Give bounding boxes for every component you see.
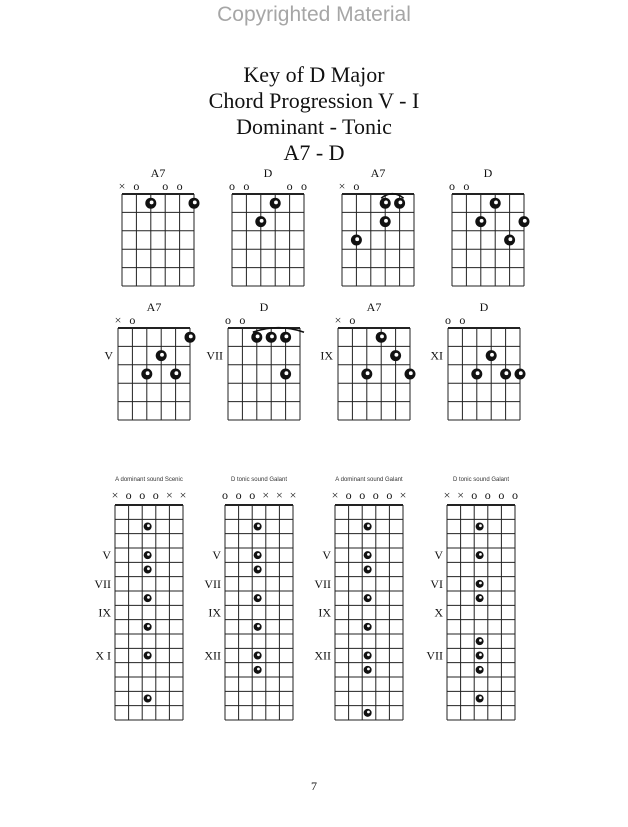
finger-dot-shine	[174, 371, 178, 375]
finger-dot-shine	[494, 200, 498, 204]
neck-diagram-3	[314, 477, 406, 720]
note-dot-shine	[479, 653, 482, 656]
finger-dot-shine	[476, 371, 480, 375]
position-label: V	[102, 548, 111, 563]
chord-open-mark: o	[243, 179, 250, 193]
position-label: IX	[98, 605, 111, 620]
neck-open-mark: o	[359, 488, 366, 502]
finger-dot-shine	[398, 200, 402, 204]
chord-open-mark: o	[176, 179, 183, 193]
chord-diagram-row2-1	[104, 300, 195, 420]
chord-name: A7	[370, 166, 386, 180]
note-dot-shine	[257, 524, 260, 527]
note-dot-shine	[367, 668, 370, 671]
chord-muted-mark: ×	[118, 179, 126, 193]
chord-open-mark: o	[353, 179, 360, 193]
neck-diagram-2	[204, 477, 296, 720]
note-dot-shine	[147, 524, 150, 527]
finger-dot-shine	[256, 334, 260, 338]
neck-muted-mark: ×	[399, 488, 407, 502]
note-dot-shine	[367, 553, 370, 556]
neck-caption: D tonic sound Galant	[452, 477, 510, 483]
neck-muted-mark: ×	[457, 488, 464, 502]
page-number: 7	[311, 779, 317, 793]
note-dot-shine	[147, 553, 150, 556]
chord-open-mark: o	[162, 179, 169, 193]
chord-name: D	[483, 166, 493, 180]
finger-dot-shine	[146, 371, 150, 375]
finger-dot-shine	[260, 219, 264, 223]
neck-open-mark: o	[471, 488, 478, 502]
neck-caption: D tonic sound Galant	[230, 477, 288, 483]
finger-dot-shine	[284, 371, 288, 375]
neck-muted-mark: ×	[289, 488, 297, 502]
chord-open-mark: o	[129, 313, 136, 327]
position-label: VI	[430, 576, 443, 591]
chord-open-mark: o	[301, 179, 307, 193]
chord-muted-mark: ×	[114, 313, 122, 327]
note-dot-shine	[367, 596, 370, 599]
finger-dot-shine	[384, 219, 388, 223]
finger-dot-shine	[394, 353, 398, 357]
chord-open-mark: o	[463, 179, 470, 193]
position-label: V	[322, 548, 331, 563]
neck-muted-mark: ×	[443, 488, 451, 502]
neck-open-mark: o	[235, 488, 242, 502]
chord-open-mark: o	[459, 313, 466, 327]
chord-name: A7	[146, 300, 162, 314]
note-dot-shine	[367, 711, 370, 714]
position-label: V	[104, 348, 113, 363]
position-label: IX	[318, 605, 331, 620]
note-dot-shine	[257, 553, 260, 556]
neck-open-mark: o	[372, 488, 379, 502]
note-dot-shine	[479, 696, 482, 699]
finger-dot-shine	[508, 237, 512, 241]
title-chords: A7 - D	[283, 140, 345, 165]
neck-open-mark: o	[152, 488, 159, 502]
neck-diagram-4	[426, 477, 518, 720]
copyright-watermark: Copyrighted Material	[217, 3, 411, 26]
note-dot-shine	[257, 596, 260, 599]
note-dot-shine	[147, 596, 150, 599]
position-label: VII	[204, 576, 221, 591]
neck-open-mark: o	[345, 488, 352, 502]
neck-open-mark: o	[498, 488, 505, 502]
neck-open-mark: o	[484, 488, 491, 502]
neck-open-mark: o	[125, 488, 132, 502]
note-dot-shine	[257, 668, 260, 671]
chord-diagram-row2-4	[430, 300, 525, 420]
note-dot-shine	[479, 596, 482, 599]
finger-dot-shine	[504, 371, 508, 375]
finger-dot-shine	[150, 200, 154, 204]
finger-dot-shine	[189, 334, 193, 338]
neck-muted-mark: ×	[276, 488, 283, 502]
finger-dot-shine	[490, 353, 494, 357]
note-dot-shine	[147, 567, 150, 570]
chord-diagram-row1-3	[339, 166, 414, 286]
neck-muted-mark: ×	[331, 488, 339, 502]
chord-name: A7	[150, 166, 166, 180]
position-label: VII	[426, 648, 443, 663]
chord-name: D	[479, 300, 489, 314]
title-progression: Chord Progression V - I	[208, 88, 420, 113]
finger-dot-shine	[355, 237, 359, 241]
neck-muted-mark: ×	[179, 488, 187, 502]
finger-dot-shine	[384, 200, 388, 204]
note-dot-shine	[367, 625, 370, 628]
note-dot-shine	[479, 668, 482, 671]
chord-name: D	[263, 166, 273, 180]
position-label: VII	[206, 348, 223, 363]
chord-open-mark: o	[286, 179, 293, 193]
chord-open-mark: o	[225, 313, 231, 327]
finger-dot-shine	[270, 334, 274, 338]
chord-open-mark: o	[133, 179, 140, 193]
chord-diagram-row1-2	[229, 166, 307, 286]
position-label: X I	[95, 648, 111, 663]
finger-dot-shine	[274, 200, 278, 204]
neck-diagram-1	[94, 477, 186, 720]
chord-diagram-row2-2	[206, 300, 304, 420]
neck-open-mark: o	[386, 488, 393, 502]
note-dot-shine	[147, 653, 150, 656]
neck-caption: A dominant sound Galant	[335, 477, 403, 483]
neck-open-mark: o	[139, 488, 146, 502]
position-label: IX	[320, 348, 333, 363]
title-function: Dominant - Tonic	[236, 114, 392, 139]
finger-dot-shine	[160, 353, 164, 357]
chord-diagram-row1-4	[449, 166, 530, 286]
note-dot-shine	[367, 524, 370, 527]
chord-muted-mark: ×	[334, 313, 342, 327]
position-label: V	[212, 548, 221, 563]
position-label: VII	[314, 576, 331, 591]
chord-name: A7	[366, 300, 382, 314]
note-dot-shine	[257, 625, 260, 628]
chord-open-mark: o	[239, 313, 246, 327]
finger-dot-shine	[409, 371, 413, 375]
neck-muted-mark: ×	[111, 488, 119, 502]
neck-muted-mark: ×	[262, 488, 270, 502]
chord-open-mark: o	[349, 313, 356, 327]
note-dot-shine	[257, 567, 260, 570]
note-dot-shine	[479, 524, 482, 527]
position-label: VII	[94, 576, 111, 591]
neck-open-mark: o	[512, 488, 518, 502]
note-dot-shine	[479, 553, 482, 556]
finger-dot-shine	[523, 219, 527, 223]
note-dot-shine	[479, 639, 482, 642]
chord-diagram-row2-3	[320, 300, 415, 420]
note-dot-shine	[367, 567, 370, 570]
neck-open-mark: o	[222, 488, 228, 502]
note-dot-shine	[257, 653, 260, 656]
finger-dot-shine	[519, 371, 523, 375]
position-label: X	[434, 605, 443, 620]
chord-open-mark: o	[229, 179, 235, 193]
position-label: IX	[208, 605, 221, 620]
chord-name: D	[259, 300, 269, 314]
finger-dot-shine	[284, 334, 288, 338]
finger-dot-shine	[380, 334, 384, 338]
position-label: XI	[430, 348, 443, 363]
neck-open-mark: o	[249, 488, 256, 502]
finger-dot-shine	[366, 371, 370, 375]
chord-diagram-row1-1	[119, 166, 200, 286]
note-dot-shine	[147, 696, 150, 699]
note-dot-shine	[147, 625, 150, 628]
title-key: Key of D Major	[243, 62, 385, 87]
position-label: XII	[314, 648, 331, 663]
finger-dot-shine	[193, 200, 197, 204]
position-label: V	[434, 548, 443, 563]
neck-muted-mark: ×	[166, 488, 173, 502]
finger-dot-shine	[480, 219, 484, 223]
chord-muted-mark: ×	[338, 179, 346, 193]
chord-open-mark: o	[449, 179, 455, 193]
position-label: XII	[204, 648, 221, 663]
note-dot-shine	[479, 582, 482, 585]
neck-caption: A dominant sound Scenic	[115, 477, 183, 483]
note-dot-shine	[367, 653, 370, 656]
chord-open-mark: o	[445, 313, 451, 327]
